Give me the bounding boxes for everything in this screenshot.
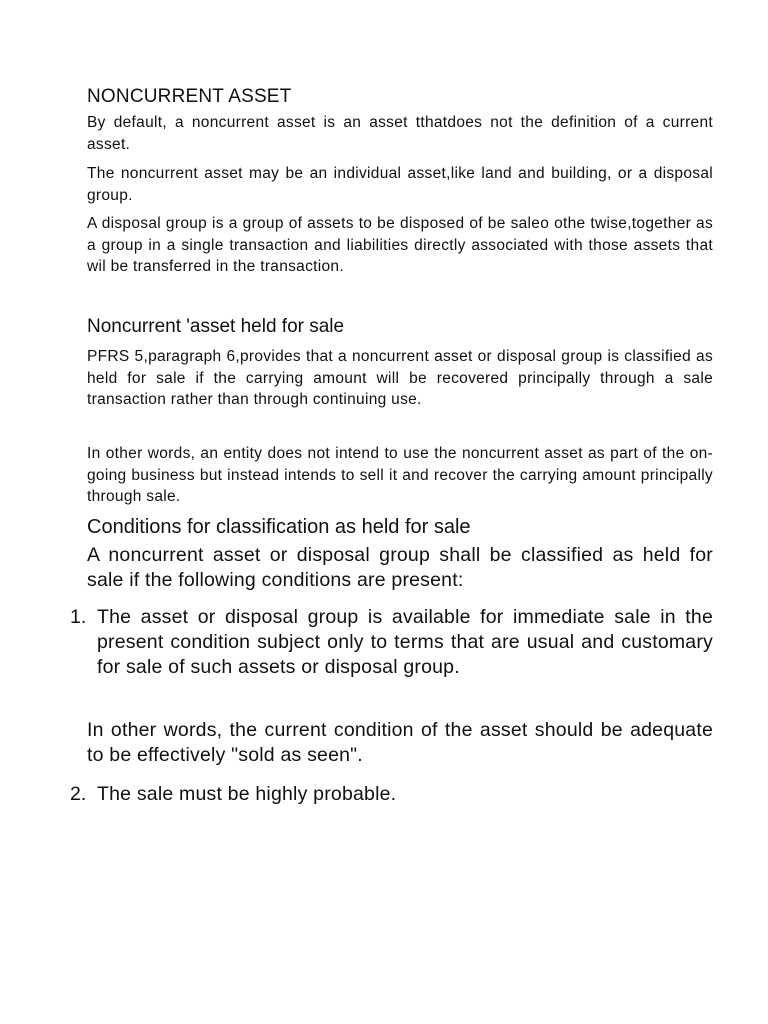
paragraph-default-definition: By default, a noncurrent asset is an asset tthatdoes not the definition of a current asset. <box>87 114 713 153</box>
paragraph-conditions-intro: A noncurrent asset or disposal group shall be classified as held for sale if the following conditions are present: <box>87 544 713 591</box>
list-item-2 <box>70 782 713 807</box>
paragraph-pfrs5: PFRS 5,paragraph 6,provides that a noncurrent asset or disposal group is classified as held for sale if the carrying amount will be recovered principally through a sale transaction rather than through continuing use. <box>87 348 713 408</box>
list-text: The sale must be highly probable. <box>97 783 397 805</box>
section-title-held-for-sale: Noncurrent 'asset held for sale <box>87 316 345 337</box>
paragraph-other-words-intent: In other words, an entity does not intend to use the noncurrent asset as part of the on-going business but instead intends to sell it and recover the carrying amount principally through sale. <box>87 445 713 505</box>
list-number: 1. <box>70 606 87 628</box>
paragraph-disposal-group: A disposal group is a group of assets to be disposed of be saleo othe twise,together as a group in a single transaction and liabilities directly associated with those assets that wil be transferred in the transaction. <box>87 215 713 275</box>
paragraph-individual-asset: The noncurrent asset may be an individual asset,like land and building, or a disposal group. <box>87 165 713 204</box>
list-number: 2. <box>70 783 87 805</box>
heading-noncurrent-asset: NONCURRENT ASSET <box>87 86 292 107</box>
paragraph-sold-as-seen: In other words, the current condition of the asset should be adequate to be effectively "sold as seen". <box>87 719 713 766</box>
list-item-1 <box>70 605 713 680</box>
section-title-conditions: Conditions for classification as held for sale <box>87 516 471 538</box>
list-text: The asset or disposal group is available for immediate sale in the present condition subject only to terms that are usual and customary for sale of such assets or disposal group. <box>97 606 713 678</box>
